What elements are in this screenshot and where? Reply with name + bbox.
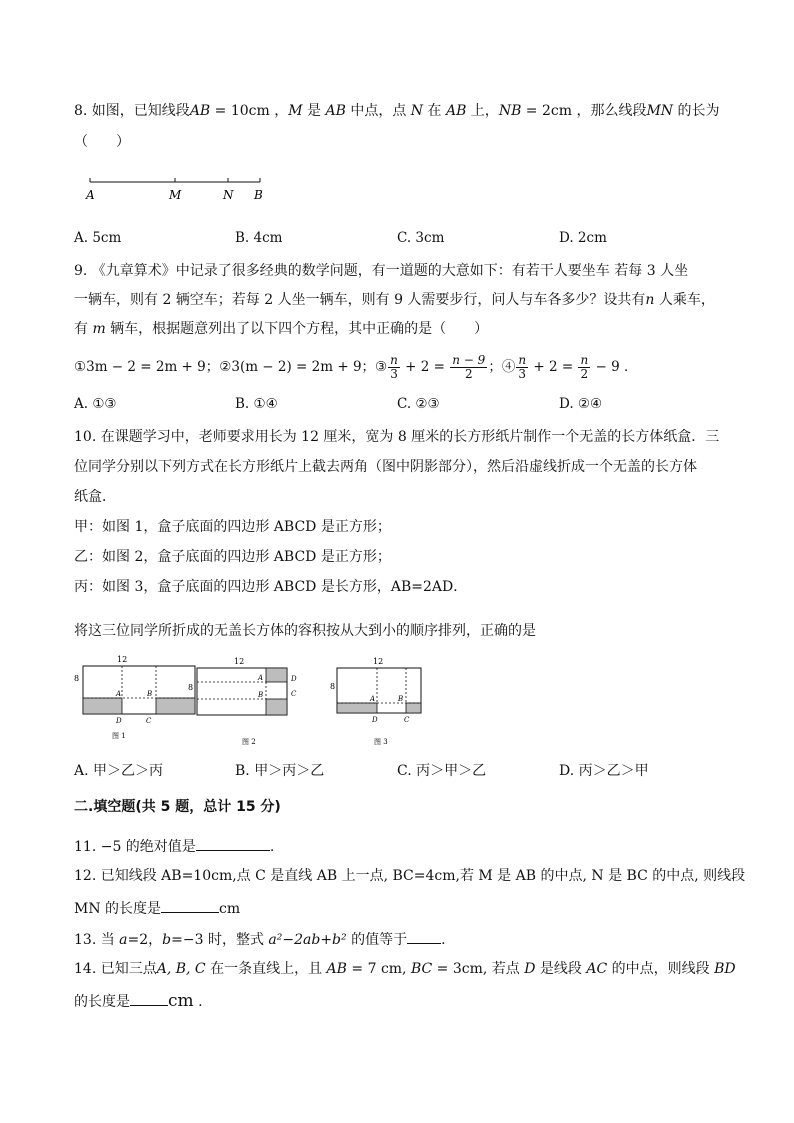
q8-eq-ab: = 10cm ，	[210, 103, 289, 119]
fig3-label-c: C	[404, 716, 410, 724]
q14-ab-value: = 7 cm,	[346, 961, 411, 977]
q9-var-n: n	[645, 292, 655, 308]
q8-seg-mn: MN	[646, 103, 674, 119]
q8-option-b[interactable]: B. 4cm	[235, 230, 283, 246]
q9-eq-3-frac-2	[450, 354, 487, 381]
q9-option-a[interactable]: A. ①③	[74, 396, 117, 412]
q13	[74, 929, 446, 949]
q12-answer-blank[interactable]	[161, 898, 219, 913]
q10-line-1: 10. 在课题学习中，老师要求用长为 12 厘米，宽为 8 厘米的长方形纸片制作一个无盖的长方体纸盒．三	[74, 429, 720, 445]
q14-unit: cm	[168, 991, 194, 1011]
frac-den: 3	[390, 367, 398, 381]
fig2-label-d: D	[291, 675, 297, 683]
frac-num: n	[390, 353, 398, 367]
q9-eq-2: ②3(m − 2) = 2m + 9；	[219, 359, 376, 375]
q14-text: 14. 已知三点	[74, 961, 157, 977]
q8-point-m: M	[288, 103, 303, 119]
q11	[74, 836, 274, 856]
q13-text: 13. 当	[74, 932, 120, 948]
q8-option-c[interactable]: C. 3cm	[397, 230, 445, 246]
q9-eq-3-frac-1	[388, 354, 400, 381]
q13-var-b: b	[162, 932, 172, 948]
q14-text-5: 的长度是	[74, 994, 130, 1010]
q14-seg-bc: BC	[410, 961, 433, 977]
q10-line-3: 纸盒．	[74, 489, 116, 505]
q9-eq-4-label: ④	[501, 359, 516, 375]
section-2-heading: 二.填空题(共 5 题，总计 15 分)	[74, 799, 281, 815]
q8-text: 8. 如图，已知线段	[74, 103, 190, 119]
fig1-top-label: 12	[117, 655, 128, 664]
q14-text-4: 的中点，则线段	[607, 961, 715, 977]
q9-line-2-post: 人乘车，	[654, 292, 715, 308]
label-a: A	[86, 188, 95, 202]
fig2-label-c: C	[291, 690, 297, 698]
q9-line-2	[74, 291, 715, 309]
q9-eq-4-frac-2	[578, 354, 590, 381]
q13-var-a: a	[119, 932, 128, 948]
fig2-cut-top	[266, 668, 287, 682]
frac-num: n − 9	[452, 353, 486, 367]
q13-a-value: =2，	[127, 932, 163, 948]
q8-text-5: 上，	[466, 103, 499, 119]
q14-end: .	[193, 994, 203, 1010]
q13-expression: a²−2ab+b²	[268, 932, 347, 948]
fig1-cut-left	[83, 698, 122, 714]
q14-seg-bd: BD	[714, 961, 736, 977]
q9-option-c[interactable]: C. ②③	[397, 396, 440, 412]
q14-text-3: 是线段	[535, 961, 587, 977]
fig1-side-label: 8	[74, 674, 80, 683]
q8-stem	[74, 102, 720, 120]
fig3-side-label: 8	[330, 682, 336, 691]
q8-seg-ab: AB	[189, 103, 211, 119]
q8-segment-figure	[80, 172, 280, 206]
q11-answer-blank[interactable]	[196, 836, 270, 851]
q13-b-value: =−3 时，整式	[171, 932, 269, 948]
fig2-top-label: 12	[234, 657, 245, 666]
q8-tail: 的长为	[673, 103, 720, 119]
q14-line-2	[74, 991, 203, 1011]
q10-figure-3	[330, 652, 430, 748]
fig1-caption: 图 1	[112, 732, 126, 740]
q14-seg-ac: AC	[586, 961, 608, 977]
frac-num: n	[580, 353, 589, 367]
fig2-caption: 图 2	[242, 738, 256, 746]
q14-seg-ab: AB	[326, 961, 347, 977]
q8-option-a[interactable]: A. 5cm	[74, 230, 122, 246]
q9-eq-3-end: ；	[488, 359, 502, 375]
fig1-label-a: A	[116, 690, 122, 698]
frac-num: n	[518, 353, 527, 367]
q9-eq-4-frac-1	[516, 354, 528, 381]
q10-figure-2	[186, 652, 326, 748]
fig1-label-b: B	[147, 690, 153, 698]
q9-eq-4-end: − 9 ．	[591, 359, 638, 375]
q14-line-1	[74, 960, 736, 978]
fig3-label-a: A	[370, 695, 376, 703]
q9-line-3	[74, 320, 488, 338]
fig1-label-d: D	[116, 717, 122, 725]
q8-paren: （ ）	[74, 134, 130, 150]
q13-end: .	[441, 932, 446, 948]
q10-yi: 乙：如图 2，盒子底面的四边形 ABCD 是正方形；	[74, 549, 391, 565]
q11-end: .	[269, 839, 275, 855]
q9-line-3-pre: 有	[74, 321, 93, 337]
fig3-label-b: B	[398, 695, 404, 703]
q9-eq-4-mid: + 2 =	[529, 359, 578, 375]
q9-option-b[interactable]: B. ①④	[235, 396, 278, 412]
q14-text-2: 在一条直线上，且	[205, 961, 327, 977]
frac-den: 3	[518, 367, 526, 381]
q9-line-1: 9. 《九章算术》中记录了很多经典的数学问题，有一道题的大意如下：有若干人要坐车 若每 3 人坐	[74, 263, 689, 279]
q9-equations	[74, 352, 637, 382]
q14-answer-blank[interactable]	[130, 991, 168, 1006]
q11-text: 11. −5 的绝对值是	[74, 839, 196, 855]
q14-bc-value: = 3cm, 若点	[432, 961, 525, 977]
q8-option-d[interactable]: D. 2cm	[559, 230, 607, 246]
q12-line-2	[74, 898, 240, 918]
q10-question: 将这三位同学所折成的无盖长方体的容积按从大到小的顺序排列，正确的是	[74, 623, 536, 639]
q10-option-c[interactable]: C. 丙＞甲＞乙	[397, 763, 487, 779]
q8-text-2: 是	[302, 103, 326, 119]
fig2-cut-bottom	[266, 699, 287, 715]
fig3-caption: 图 3	[374, 738, 388, 746]
fig2-label-b: B	[258, 691, 264, 699]
q9-eq-3-label: ③	[375, 359, 388, 375]
q13-post: 的值等于	[346, 932, 408, 948]
q8-seg-ab-3: AB	[445, 103, 467, 119]
fig3-cut-right	[406, 703, 421, 713]
q8-text-3: 中点，点	[345, 103, 411, 119]
q10-option-d[interactable]: D. 丙＞乙＞甲	[559, 763, 649, 779]
fig3-cut-left	[337, 703, 377, 713]
fig2-side-label: 8	[188, 683, 194, 692]
q10-jia: 甲：如图 1，盒子底面的四边形 ABCD 是正方形；	[74, 519, 391, 535]
q10-bing: 丙：如图 3，盒子底面的四边形 ABCD 是长方形，AB=2AD．	[74, 579, 468, 595]
q12-line-1: 12. 已知线段 AB=10cm,点 C 是直线 AB 上一点, BC=4cm,若 M 是 AB 的中点, N 是 BC 的中点, 则线段	[74, 868, 746, 884]
q10-option-b[interactable]: B. 甲＞丙＞乙	[235, 763, 325, 779]
q9-line-2-text: 一辆车，则有 2 辆空车；若每 2 人坐一辆车，则有 9 人需要步行，问人与车各多少？设共有	[74, 292, 646, 308]
frac-den: 2	[580, 367, 589, 381]
fig3-label-d: D	[372, 716, 378, 724]
label-m: M	[169, 188, 182, 202]
q12-text: MN 的长度是	[74, 901, 162, 917]
q8-point-n: N	[410, 103, 424, 119]
fig2-label-a: A	[258, 674, 264, 682]
q8-eq-nb: = 2cm ，那么线段	[521, 103, 647, 119]
q9-option-d[interactable]: D. ②④	[559, 396, 603, 412]
fig3-top-label: 12	[373, 657, 384, 666]
q14-point-d: D	[524, 961, 536, 977]
q9-var-m: m	[92, 321, 106, 337]
q9-eq-3-mid: + 2 =	[400, 359, 450, 375]
q9-line-3-post: 辆车，根据题意列出了以下四个方程，其中正确的是（ ）	[105, 321, 489, 337]
q10-option-a[interactable]: A. 甲＞乙＞丙	[74, 763, 164, 779]
q8-text-4: 在	[423, 103, 446, 119]
frac-den: 2	[464, 367, 473, 381]
fig1-label-c: C	[146, 717, 152, 725]
q13-answer-blank[interactable]	[407, 929, 441, 944]
q14-points: A, B, C	[156, 961, 206, 977]
q9-eq-1: ①3m − 2 = 2m + 9；	[74, 359, 220, 375]
label-n: N	[223, 188, 234, 202]
q12-unit: cm	[219, 901, 241, 917]
q8-seg-nb: NB	[498, 103, 522, 119]
label-b: B	[254, 188, 263, 202]
q8-seg-ab-2: AB	[325, 103, 346, 119]
q10-line-2: 位同学分别以下列方式在长方形纸片上截去两角（图中阴影部分），然后沿虚线折成一个无盖的长方体	[74, 459, 697, 475]
